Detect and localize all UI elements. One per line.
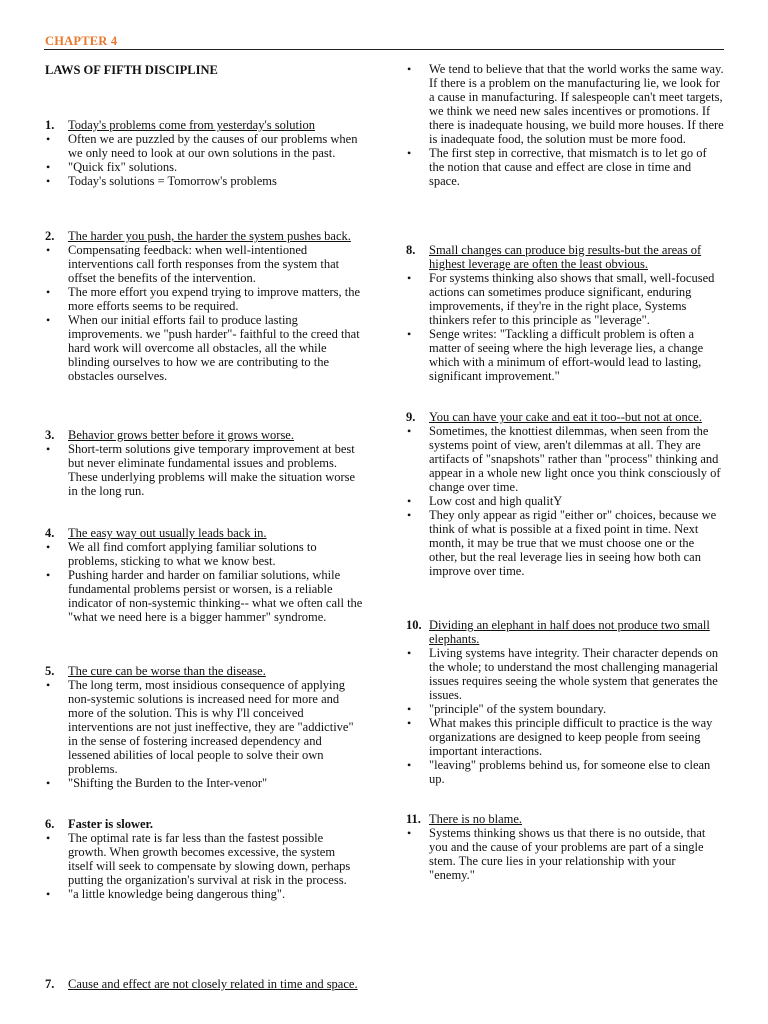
bullet-list xyxy=(406,826,724,882)
law-number: 7. xyxy=(45,977,55,991)
law-item xyxy=(406,243,724,383)
law-heading-row xyxy=(45,526,363,540)
law-heading-row xyxy=(406,618,724,646)
bullet-item: • Short-term solutions give temporary improvement at best but never eliminate fundamental issues and problems. These underlying problems will make the situation worse in the long run. xyxy=(45,442,363,498)
chapter-label: CHAPTER 4 xyxy=(45,34,118,48)
law-item xyxy=(406,62,724,188)
law-heading-row xyxy=(45,817,363,831)
bullet-list xyxy=(45,442,363,498)
law-heading: Dividing an elephant in half does not produce two small elephants. xyxy=(429,618,710,646)
left-column xyxy=(45,62,363,991)
law-heading: Faster is slower. xyxy=(68,817,154,831)
law-heading: Behavior grows better before it grows worse. xyxy=(68,428,294,442)
law-item xyxy=(45,428,363,498)
law-number: 3. xyxy=(45,428,55,442)
bullet-item: • What makes this principle difficult to practice is the way organizations are designed to keep people from seeing important interactions. xyxy=(406,716,724,758)
bullet-list xyxy=(45,678,363,790)
bullet-item: • The first step in corrective, that mismatch is to let go of the notion that cause and effect are close in time and space. xyxy=(406,146,724,188)
bullet-list xyxy=(406,424,724,578)
law-heading-row xyxy=(45,118,363,132)
law-heading-row xyxy=(406,243,724,271)
bullet-item: • The optimal rate is far less than the fastest possible growth. When growth becomes excessive, the system itself will seek to compensate by slowing down, perhaps putting the organization's survival at risk in the process. xyxy=(45,831,363,887)
law-number: 6. xyxy=(45,817,55,831)
bullet-item: • Pushing harder and harder on familiar solutions, while fundamental problems persist or worsen, is a reliable indicator of non-systemic thinking-- what we often call the "what we need here is a bigger hammer" syndrome. xyxy=(45,568,363,624)
law-item xyxy=(45,817,363,901)
bullet-item: • Today's solutions = Tomorrow's problems xyxy=(45,174,363,188)
bullet-item: • Sometimes, the knottiest dilemmas, when seen from the systems point of view, aren't dilemmas at all. They are artifacts of "snapshots" rather than "process" thinking and appear in a whole new light once you think consciously of change over time. xyxy=(406,424,724,494)
bullet-item: • "leaving" problems behind us, for someone else to clean up. xyxy=(406,758,724,786)
bullet-item: • "principle" of the system boundary. xyxy=(406,702,724,716)
bullet-list xyxy=(406,646,724,786)
law-number: 1. xyxy=(45,118,55,132)
bullet-list xyxy=(45,831,363,901)
law-heading-row xyxy=(45,977,363,991)
bullet-item: • When our initial efforts fail to produce lasting improvements. we "push harder"- faithful to the creed that hard work will overcome all obstacles, all the while blinding ourselves to how we are contributing to the obstacles ourselves. xyxy=(45,313,363,383)
law-number: 11. xyxy=(406,812,421,826)
law-heading: Today's problems come from yesterday's solution xyxy=(68,118,315,132)
law-heading: The cure can be worse than the disease. xyxy=(68,664,266,678)
law-number: 10. xyxy=(406,618,422,632)
law-number: 5. xyxy=(45,664,55,678)
bullet-item: • Systems thinking shows us that there is no outside, that you and the cause of your problems are part of a single stem. The cure lies in your relationship with your "enemy." xyxy=(406,826,724,882)
law-item xyxy=(406,618,724,786)
bullet-item: • Often we are puzzled by the causes of our problems when we only need to look at our own solutions in the past. xyxy=(45,132,363,160)
law-heading: The harder you push, the harder the system pushes back. xyxy=(68,229,351,243)
bullet-item: • For systems thinking also shows that small, well-focused actions can sometimes produce significant, enduring improvements, if they're in the right place, Systems thinkers refer to this principle as "leverage". xyxy=(406,271,724,327)
law-heading-row xyxy=(406,410,724,424)
law-heading: There is no blame. xyxy=(429,812,523,826)
bullet-item: • Senge writes: "Tackling a difficult problem is often a matter of seeing where the high leverage lies, a change which with a minimum of effort-would lead to lasting, significant improvement." xyxy=(406,327,724,383)
bullet-item: • We all find comfort applying familiar solutions to problems, sticking to what we know best. xyxy=(45,540,363,568)
bullet-item: • Low cost and high qualitY xyxy=(406,494,724,508)
law-heading: You can have your cake and eat it too--but not at once. xyxy=(429,410,702,424)
law-heading-row xyxy=(406,812,724,826)
bullet-item: • "Quick fix" solutions. xyxy=(45,160,363,174)
law-item xyxy=(45,977,363,991)
bullet-item: • "Shifting the Burden to the Inter-venor" xyxy=(45,776,363,790)
law-number: 8. xyxy=(406,243,416,257)
bullet-list xyxy=(45,243,363,383)
law-number: 4. xyxy=(45,526,55,540)
law-item xyxy=(406,410,724,578)
law-item xyxy=(45,118,363,188)
law-item xyxy=(45,229,363,383)
law-heading: The easy way out usually leads back in. xyxy=(68,526,267,540)
bullet-item: • The more effort you expend trying to improve matters, the more efforts seems to be required. xyxy=(45,285,363,313)
law-heading: Small changes can produce big results-but the areas of highest leverage are often the least obvious. xyxy=(429,243,702,271)
bullet-item: • We tend to believe that that the world works the same way. If there is a problem on the manufacturing lie, we look for a cause in manufacturing. If salespeople can't meet targets, we think we need new sales incentives or promotions. If there is inadequate housing, we build more houses. If there is inadequate food, the solution must be more food. xyxy=(406,62,724,146)
law-item xyxy=(45,664,363,790)
bullet-list xyxy=(406,62,724,188)
bullet-item: • The long term, most insidious consequence of applying non-systemic solutions is increased need for more and more of the solution. This is why I'll conceived interventions are not just ineffective, they are "addictive" in the sense of fostering increased dependency and lessened abilities of local people to solve their own problems. xyxy=(45,678,363,776)
law-number: 2. xyxy=(45,229,55,243)
law-heading: Cause and effect are not closely related in time and space. xyxy=(68,977,358,991)
bullet-item: • They only appear as rigid "either or" choices, because we think of what is possible at a fixed point in time. Next month, it may be true that we must choose one or the other, but the real leverage lies in seeing how both can improve over time. xyxy=(406,508,724,578)
bullet-list xyxy=(406,271,724,383)
header-divider xyxy=(44,49,724,50)
law-item xyxy=(406,812,724,882)
bullet-item: • Living systems have integrity. Their character depends on the whole; to understand the most challenging managerial issues requires seeing the whole system that generates the issues. xyxy=(406,646,724,702)
law-heading-row xyxy=(45,428,363,442)
law-heading-row xyxy=(45,229,363,243)
law-number: 9. xyxy=(406,410,416,424)
bullet-list xyxy=(45,540,363,624)
bullet-item: • Compensating feedback: when well-intentioned interventions call forth responses from the system that offset the benefits of the intervention. xyxy=(45,243,363,285)
bullet-list xyxy=(45,132,363,188)
bullet-item: • "a little knowledge being dangerous thing". xyxy=(45,887,363,901)
section-title: LAWS OF FIFTH DISCIPLINE xyxy=(45,63,218,77)
law-heading-row xyxy=(45,664,363,678)
law-item xyxy=(45,526,363,624)
